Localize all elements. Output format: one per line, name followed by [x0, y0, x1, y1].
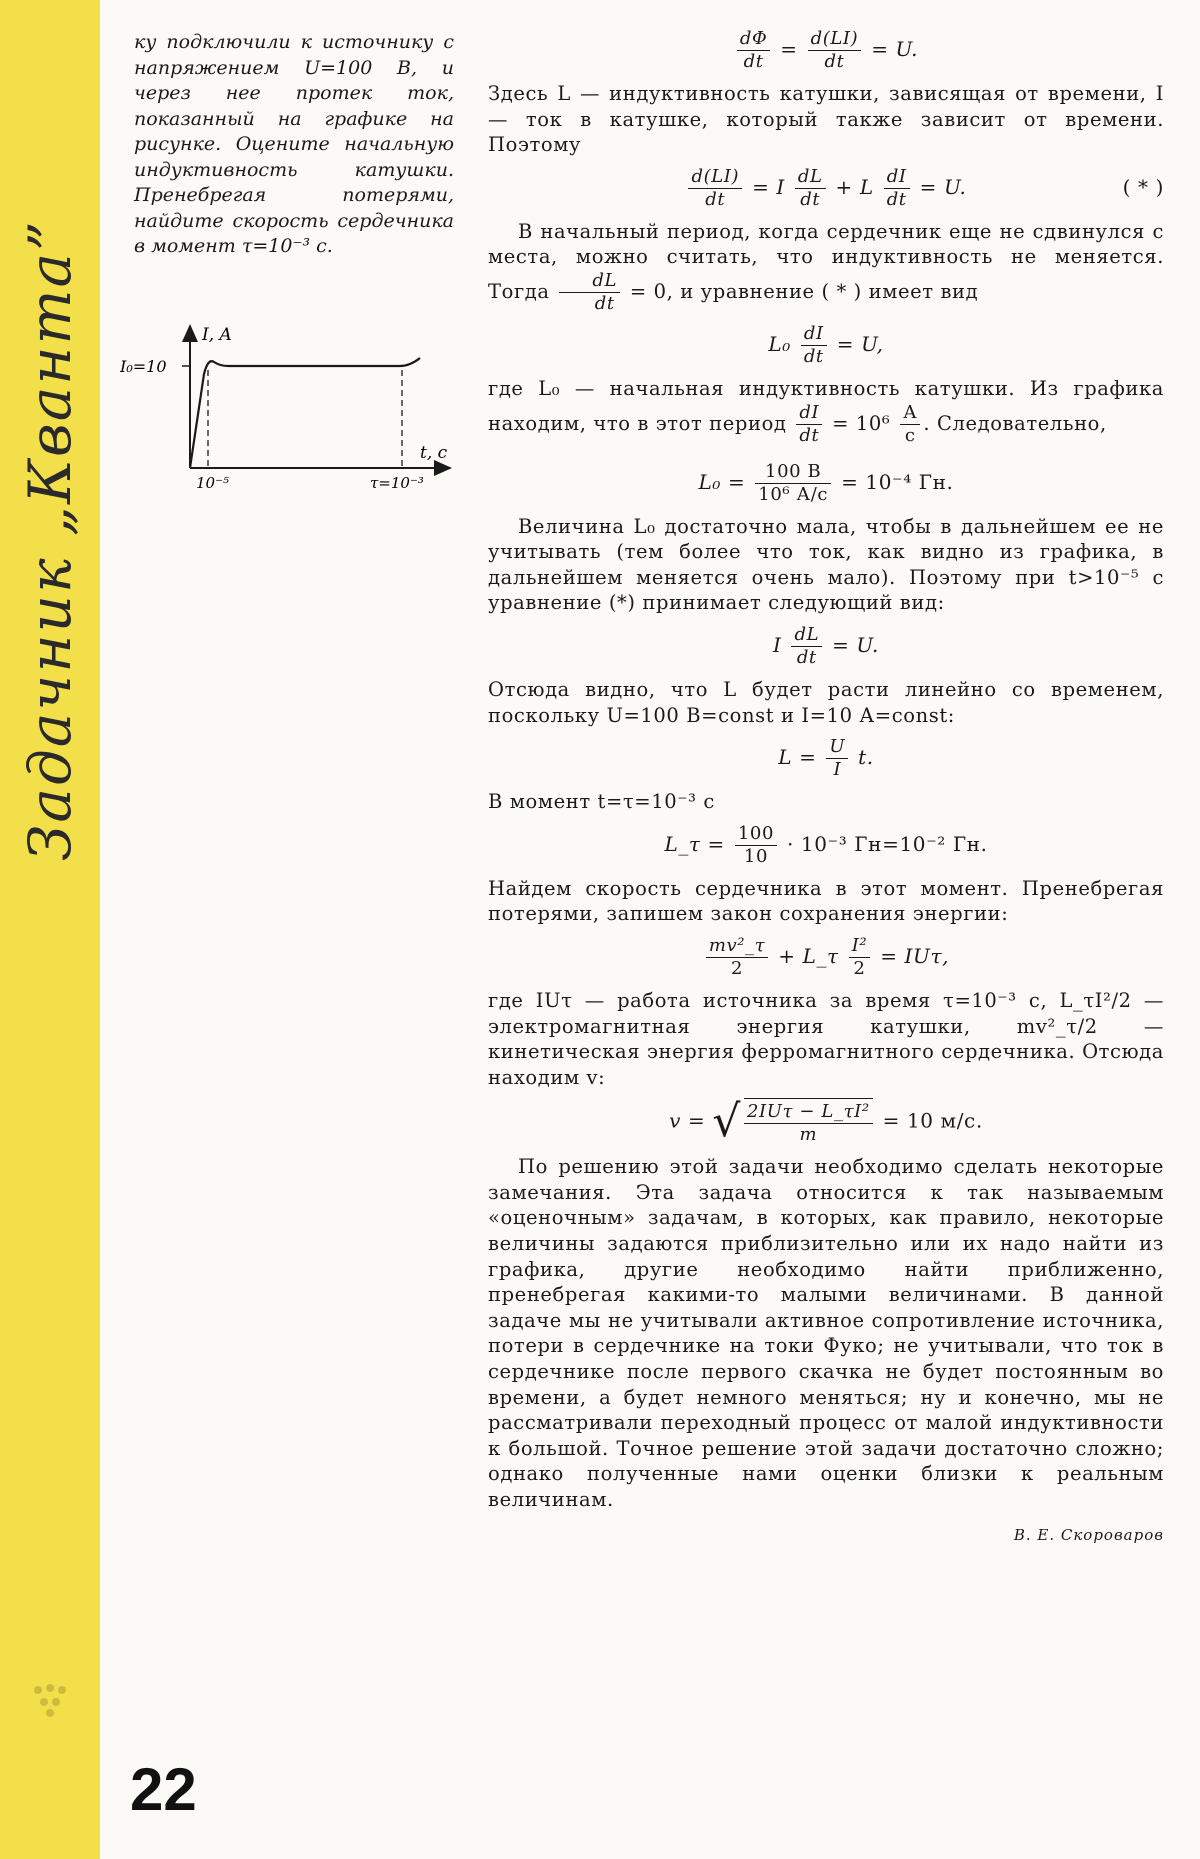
equation-tag: ( * ): [1122, 175, 1164, 200]
equation-7: L_τ = $\frac{100}{10}$ · 10⁻³ Гн=10⁻² Гн.: [664, 822, 988, 867]
tick-label-1: 10⁻⁵: [196, 474, 230, 492]
journal-logo-icon: [28, 1680, 72, 1720]
paragraph-5: Отсюда видно, что L будет расти линейно со временем, поскольку U=100 В=const и I=10 А=const:: [488, 677, 1164, 727]
equation-3: L₀ $\frac{dI}{dt}$ = U,: [768, 322, 884, 367]
equation-4: L₀ = $\frac{100 В}{\text{10⁶ А/с}}$ = 10⁻⁴ Гн.: [698, 460, 954, 505]
author-signature: В. Е. Скороваров: [1013, 1525, 1164, 1544]
paragraph-2: В начальный период, когда сердечник еще не сдвинулся с места, можно считать, что индуктивность не меняется. Тогда $\frac{dL}{dt}$ = 0, и уравнение ( * ) имеет вид: [488, 219, 1164, 314]
section-title-vertical: [8, 20, 92, 1020]
yellow-side-band: [0, 0, 100, 1859]
equation-1: $\frac{d\Phi}{dt}$ = $\frac{d(LI)}{dt}$ = U.: [488, 28, 1164, 73]
equation-5: I $\frac{dL}{dt}$ = U.: [772, 623, 880, 668]
paragraph-9: По решению этой задачи необходимо сделать некоторые замечания. Эта задача относится к так называемым «оценочным» задачам, в которых, как правило, некоторые величины задаются приблизительно или их надо найти из графика, другие необходимо найти приближенно, пренебрегая какими-то малыми величинами. В данной задаче мы не учитывали активное сопротивление источника, потери в сердечнике на токи Фуко; не учитывали, что ток в сердечнике после первого скачка не будет постоянным во времени, а будет немного меняться; ну и конечно, мы не рассматривали переходный процесс от малой индуктивности к большой. Точное решение этой задачи достаточно сложно; однако полученные нами оценки близки к реальным величинам.: [488, 1155, 1164, 1511]
current-curve: [190, 358, 420, 468]
equation-8: $\frac{\text{mv²\_τ}}{2}$ + L_τ $\frac{\text{I²}}{2}$ = IUτ,: [488, 935, 1164, 980]
sqrt-sign-icon: √: [712, 1096, 741, 1148]
paragraph-7: Найдем скорость сердечника в этот момент. Пренебрегая потерями, запишем закон сохранения энергии:: [488, 876, 1164, 926]
level-label: I₀=10: [120, 357, 167, 376]
section-title-text: Задачник „Кванта”: [16, 219, 84, 861]
solution-column: [488, 20, 1164, 1548]
tick-label-2: τ=10⁻³: [370, 474, 424, 492]
equation-9: v = √ $\frac{\text{2IUτ − L\_τI²}}{m}$ = 10 м/с.: [669, 1096, 983, 1148]
problem-statement-column: [134, 30, 454, 260]
paragraph-3: где L₀ — начальная индуктивность катушки. Из графика находим, что в этот период $\frac{dI}{dt}$ = 10⁶ $\frac{А}{с}$ . Следовательно,: [488, 376, 1164, 446]
paragraph-1: Здесь L — индуктивность катушки, зависящая от времени, I — ток в катушке, который также зависит от времени. Поэтому: [488, 82, 1164, 157]
page-number: 22: [130, 1756, 197, 1823]
paragraph-8: где IUτ — работа источника за время τ=10⁻³ с, L_τI²/2 — электромагнитная энергия катушки, mv²_τ/2 — кинетическая энергия ферромагнитного сердечника. Отсюда находим v:: [488, 988, 1164, 1089]
current-graph: [120, 318, 465, 493]
equation-6: L = $\frac{U}{I}$ t.: [778, 736, 874, 781]
problem-text: ку подключили к источнику с напряжением U=100 В, и через нее протек ток, показанный на графике на рисунке. Оцените начальную индуктивность катушки. Пренебрегая потерями, найдите скорость сердечника в момент τ=10⁻³ с.: [134, 31, 454, 257]
x-axis-label: t, c: [420, 443, 448, 463]
paragraph-4: Величина L₀ достаточно мала, чтобы в дальнейшем ее не учитывать (тем более что ток, как видно из графика, в дальнейшем меняется очень мало). Поэтому при t>10⁻⁵ с уравнение (*) принимает следующий вид:: [488, 514, 1164, 615]
paragraph-6: В момент t=τ=10⁻³ с: [488, 790, 715, 814]
y-axis-label: I, A: [202, 325, 232, 345]
equation-2: $\frac{d(LI)}{dt}$ = I $\frac{dL}{dt}$ + L $\frac{dI}{dt}$ = U. ( * ): [488, 166, 1164, 211]
